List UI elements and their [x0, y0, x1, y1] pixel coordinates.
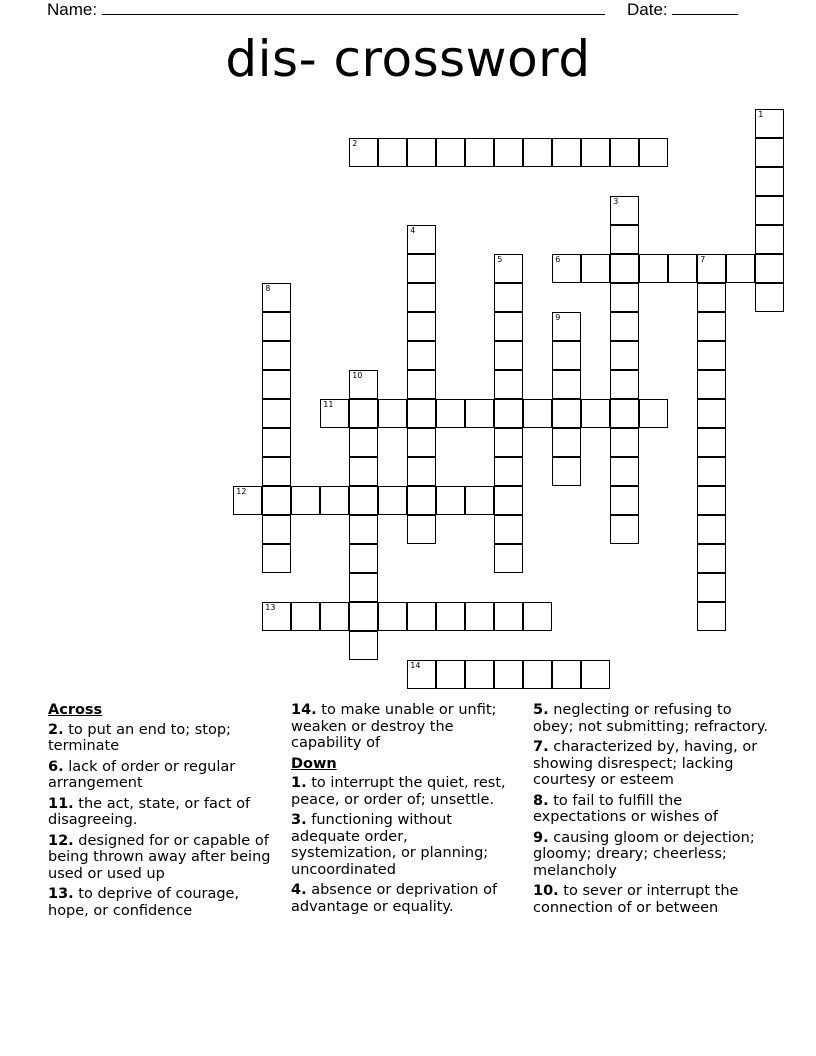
clue: [48, 833, 273, 883]
grid-cell[interactable]: [523, 138, 552, 167]
grid-cell[interactable]: [262, 486, 291, 515]
grid-cell[interactable]: [581, 138, 610, 167]
grid-cell[interactable]: [407, 341, 436, 370]
grid-cell[interactable]: [407, 312, 436, 341]
across-clue-list-continued: [291, 702, 516, 752]
clue-number: 11: [323, 400, 334, 410]
grid-cell[interactable]: [262, 399, 291, 428]
grid-cell[interactable]: [262, 312, 291, 341]
grid-cell[interactable]: [262, 283, 291, 312]
clue-text: to fail to fulfill the expectations or wishes of: [533, 792, 718, 825]
date-label: Date:: [627, 0, 668, 19]
clue-text: neglecting or refusing to obey; not submitting; refractory.: [533, 702, 768, 735]
grid-cell[interactable]: [639, 399, 668, 428]
down-clue-list-continued: [533, 702, 773, 916]
grid-cell[interactable]: [233, 486, 262, 515]
grid-cell[interactable]: [349, 515, 378, 544]
grid-cell[interactable]: [697, 283, 726, 312]
grid-cell[interactable]: [610, 399, 639, 428]
grid-cell[interactable]: [639, 254, 668, 283]
grid-cell[interactable]: [755, 196, 784, 225]
grid-cell[interactable]: [552, 428, 581, 457]
grid-cell[interactable]: [349, 138, 378, 167]
grid-cell[interactable]: [465, 399, 494, 428]
grid-cell[interactable]: [697, 573, 726, 602]
grid-cell[interactable]: [378, 602, 407, 631]
grid-cell[interactable]: [262, 370, 291, 399]
clue-text: to put an end to; stop; terminate: [48, 721, 231, 754]
grid-cell[interactable]: [407, 486, 436, 515]
grid-cell[interactable]: [349, 602, 378, 631]
clues-column-1: [48, 702, 273, 923]
clue-text: absence or deprivation of advantage or equality.: [291, 882, 498, 915]
clue-number: 5: [497, 255, 503, 265]
clue: [48, 759, 273, 792]
clue: [48, 722, 273, 755]
grid-cell[interactable]: [378, 486, 407, 515]
grid-cell[interactable]: [291, 486, 320, 515]
clue-number: 4.: [291, 882, 307, 898]
clue: [533, 830, 773, 880]
grid-cell[interactable]: [552, 341, 581, 370]
clue-text: causing gloom or dejection; gloomy; dreary; cheerless; melancholy: [533, 829, 755, 879]
grid-cell[interactable]: [494, 254, 523, 283]
grid-cell[interactable]: [697, 428, 726, 457]
grid-cell[interactable]: [755, 283, 784, 312]
clue-number: 2: [352, 139, 358, 149]
grid-cell[interactable]: [262, 341, 291, 370]
grid-cell[interactable]: [581, 254, 610, 283]
grid-cell[interactable]: [436, 486, 465, 515]
grid-cell[interactable]: [755, 109, 784, 138]
clue-number: 1.: [291, 775, 307, 791]
grid-cell[interactable]: [610, 341, 639, 370]
grid-cell[interactable]: [494, 283, 523, 312]
clue: [291, 702, 516, 752]
grid-cell[interactable]: [610, 312, 639, 341]
grid-cell[interactable]: [523, 660, 552, 689]
grid-cell[interactable]: [349, 573, 378, 602]
clue-text: to deprive of courage, hope, or confidence: [48, 886, 240, 919]
grid-cell[interactable]: [697, 515, 726, 544]
grid-cell[interactable]: [320, 486, 349, 515]
grid-cell[interactable]: [523, 399, 552, 428]
grid-cell[interactable]: [755, 167, 784, 196]
grid-cell[interactable]: [697, 457, 726, 486]
grid-cell[interactable]: [610, 515, 639, 544]
clue-number: 8.: [533, 792, 549, 809]
grid-cell[interactable]: [262, 457, 291, 486]
clue-number: 1: [758, 110, 764, 120]
grid-cell[interactable]: [552, 399, 581, 428]
clue-number: 9.: [533, 829, 549, 846]
clue-number: 12: [236, 487, 247, 497]
grid-cell[interactable]: [581, 399, 610, 428]
across-clue-list: [48, 722, 273, 920]
grid-cell[interactable]: [262, 544, 291, 573]
grid-cell[interactable]: [552, 660, 581, 689]
grid-cell[interactable]: [610, 457, 639, 486]
grid-cell[interactable]: [436, 660, 465, 689]
clue-number: 8: [265, 284, 271, 294]
grid-cell[interactable]: [697, 399, 726, 428]
grid-cell[interactable]: [349, 631, 378, 660]
grid-cell[interactable]: [436, 602, 465, 631]
clue-number: 10: [352, 371, 363, 381]
grid-cell[interactable]: [407, 428, 436, 457]
grid-cell[interactable]: [378, 399, 407, 428]
grid-cell[interactable]: [755, 138, 784, 167]
grid-cell[interactable]: [320, 399, 349, 428]
grid-cell[interactable]: [552, 370, 581, 399]
clue: [533, 793, 773, 826]
grid-cell[interactable]: [465, 486, 494, 515]
clue-text: to interrupt the quiet, rest, peace, or order of; unsettle.: [291, 775, 506, 808]
grid-cell[interactable]: [349, 544, 378, 573]
grid-cell[interactable]: [610, 283, 639, 312]
clue-number: 5.: [533, 702, 549, 718]
clues-column-3: [533, 702, 773, 920]
grid-cell[interactable]: [494, 486, 523, 515]
grid-cell[interactable]: [262, 428, 291, 457]
grid-cell[interactable]: [610, 196, 639, 225]
clue: [48, 796, 273, 829]
clue-number: 13: [265, 603, 276, 613]
grid-cell[interactable]: [610, 225, 639, 254]
clue-number: 13.: [48, 886, 74, 902]
grid-cell[interactable]: [726, 254, 755, 283]
grid-cell[interactable]: [407, 602, 436, 631]
clue-number: 12.: [48, 832, 74, 849]
grid-cell[interactable]: [407, 225, 436, 254]
grid-cell[interactable]: [407, 515, 436, 544]
grid-cell[interactable]: [465, 138, 494, 167]
clue-number: 11.: [48, 795, 74, 812]
clue-text: designed for or capable of being thrown away after being used or used up: [48, 832, 271, 882]
grid-cell[interactable]: [494, 544, 523, 573]
page-title: dis- crossword: [225, 30, 591, 88]
down-clue-list: [291, 775, 516, 915]
clue-number: 2.: [48, 721, 64, 738]
grid-cell[interactable]: [552, 457, 581, 486]
clues-column-2: [291, 702, 516, 919]
grid-cell[interactable]: [262, 515, 291, 544]
clue-number: 3.: [291, 812, 307, 828]
grid-cell[interactable]: [697, 341, 726, 370]
grid-cell[interactable]: [494, 457, 523, 486]
grid-cell[interactable]: [349, 399, 378, 428]
grid-cell[interactable]: [755, 254, 784, 283]
grid-cell[interactable]: [494, 138, 523, 167]
grid-cell[interactable]: [697, 370, 726, 399]
grid-cell[interactable]: [668, 254, 697, 283]
grid-cell[interactable]: [465, 602, 494, 631]
grid-cell[interactable]: [552, 254, 581, 283]
grid-cell[interactable]: [407, 254, 436, 283]
grid-cell[interactable]: [494, 515, 523, 544]
grid-cell[interactable]: [465, 660, 494, 689]
grid-cell[interactable]: [552, 138, 581, 167]
clue: [533, 883, 773, 916]
grid-cell[interactable]: [262, 602, 291, 631]
grid-cell[interactable]: [494, 341, 523, 370]
grid-cell[interactable]: [349, 428, 378, 457]
grid-cell[interactable]: [610, 138, 639, 167]
clue-number: 6.: [48, 758, 64, 775]
clue-number: 6: [555, 255, 561, 265]
clue-number: 4: [410, 226, 416, 236]
grid-cell[interactable]: [349, 457, 378, 486]
grid-cell[interactable]: [407, 283, 436, 312]
grid-cell[interactable]: [697, 254, 726, 283]
grid-cell[interactable]: [407, 457, 436, 486]
grid-cell[interactable]: [697, 544, 726, 573]
clue-number: 10.: [533, 883, 559, 899]
clue-number: 7.: [533, 739, 549, 755]
down-heading: Down: [291, 755, 337, 772]
clue-text: characterized by, having, or showing disrespect; lacking courtesy or esteem: [533, 739, 758, 788]
grid-cell[interactable]: [349, 370, 378, 399]
clue: [291, 812, 516, 878]
grid-cell[interactable]: [697, 486, 726, 515]
clue: [291, 775, 516, 808]
grid-cell[interactable]: [407, 660, 436, 689]
clue-number: 9: [555, 313, 561, 323]
grid-cell[interactable]: [494, 370, 523, 399]
grid-cell[interactable]: [320, 602, 349, 631]
grid-cell[interactable]: [552, 312, 581, 341]
clue: [291, 882, 516, 915]
clue: [533, 739, 773, 789]
clue-text: lack of order or regular arrangement: [48, 758, 236, 791]
grid-cell[interactable]: [610, 428, 639, 457]
grid-cell[interactable]: [407, 370, 436, 399]
name-label: Name:: [47, 0, 98, 19]
clue: [533, 702, 773, 735]
grid-cell[interactable]: [349, 486, 378, 515]
grid-cell[interactable]: [610, 254, 639, 283]
grid-cell[interactable]: [378, 138, 407, 167]
grid-cell[interactable]: [407, 138, 436, 167]
grid-cell[interactable]: [407, 399, 436, 428]
grid-cell[interactable]: [494, 602, 523, 631]
clue: [48, 886, 273, 919]
clue-number: 7: [700, 255, 706, 265]
grid-cell[interactable]: [697, 312, 726, 341]
grid-cell[interactable]: [697, 602, 726, 631]
clue-text: functioning without adequate order, systemization, or planning; uncoordinated: [291, 812, 489, 878]
clue-number: 14.: [291, 702, 317, 718]
across-heading: Across: [48, 702, 103, 718]
grid-cell[interactable]: [494, 312, 523, 341]
grid-cell[interactable]: [436, 399, 465, 428]
clue-text: to sever or interrupt the connection of or between: [533, 883, 739, 916]
grid-cell[interactable]: [494, 399, 523, 428]
grid-cell[interactable]: [291, 602, 320, 631]
clue-number: 3: [613, 197, 619, 207]
grid-cell[interactable]: [639, 138, 668, 167]
clue-number: 14: [410, 661, 421, 671]
grid-cell[interactable]: [523, 602, 552, 631]
grid-cell[interactable]: [755, 225, 784, 254]
grid-cell[interactable]: [494, 428, 523, 457]
grid-cell[interactable]: [436, 138, 465, 167]
grid-cell[interactable]: [494, 660, 523, 689]
clue-text: to make unable or unfit; weaken or destroy the capability of: [291, 702, 497, 751]
grid-cell[interactable]: [581, 660, 610, 689]
grid-cell[interactable]: [610, 370, 639, 399]
clue-text: the act, state, or fact of disagreeing.: [48, 795, 251, 828]
grid-cell[interactable]: [610, 486, 639, 515]
